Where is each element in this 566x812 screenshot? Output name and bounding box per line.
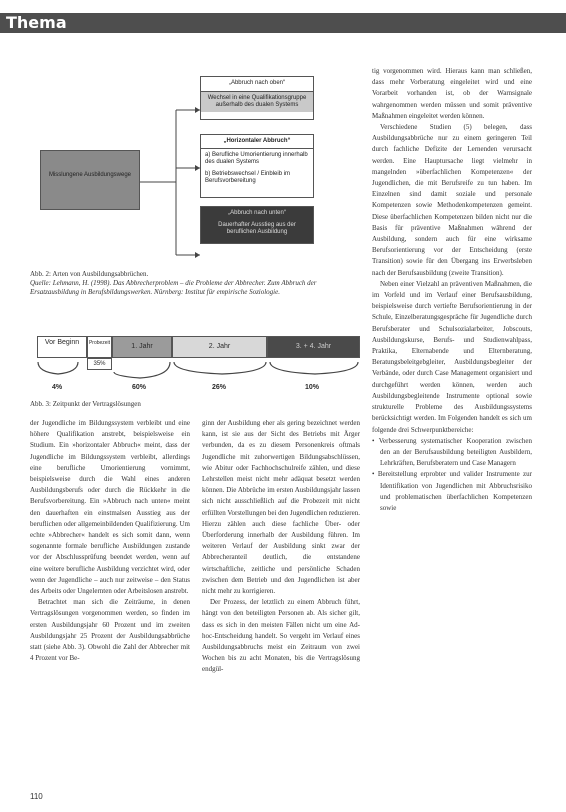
section-title: Thema xyxy=(6,13,67,32)
segment-label: 2. Jahr xyxy=(208,343,231,350)
figure-caption: Abb. 2: Arten von Ausbildungsabbrüchen. xyxy=(30,270,149,278)
box-title: „Abbruch nach unten“ xyxy=(228,210,286,216)
bullet-item: • Bereitstellung erprobter und valider Instrumente zur Identifikation von Jugendlichen mit Abbruchsrisiko und problematischen überfachlichen Kompetenzen sowie xyxy=(372,470,532,512)
paragraph: Verschiedene Studien (5) belegen, dass Ausbildungsabbrüche nur zu einem geringeren Teil durch fachliche Defizite der Lernenden verursacht werden. Eine Hauptursache liegt vielmehr in mangelnden »überfachlichen Kompetenzen« der Jugendlichen, die mit Berufsreife zu tun haben. Im Einzelnen sind damit soziale und personale Kompetenzen sowie Methodenkompetenzen gemeint. Diese überfachlichen Kompetenzen bilden nicht nur die Basis für präventive Maßnahmen während der Ausbildung, sondern auch für eine wirksame Berufsorientierung vor der Entscheidung (erste Transition) sowie für den Übergang ins Erwerbsleben nach der Berufsausbildung (zweite Transition). xyxy=(372,123,532,277)
box-abbruch-horizontal xyxy=(200,134,314,198)
pct-vor-beginn: 4% xyxy=(52,384,63,391)
box-misslungene-wege xyxy=(40,150,140,210)
box-abbruch-unten xyxy=(200,206,314,244)
bullet-text: Verbesserung systematischer Kooperation zwischen den an der Berufsausbildung beteiligten Ausbildern, Lehrkräften, Berufsberatern und Case Managern xyxy=(378,436,532,468)
box-label: Misslungene Ausbildungswege xyxy=(48,172,132,178)
timeline-braces xyxy=(30,358,370,384)
pct-jahr-3-4: 10% xyxy=(305,384,320,391)
paragraph: der Jugendliche im Bildungssystem verbleibt und eine höhere Qualifikation anstrebt, beispielsweise ein Studium. Ein »horizontaler Abbruch« meint, dass der Jugendliche im Bildungssystem verbleibt, allerdings eine berufliche Umorientierung vornimmt, beispielsweise durch die Wahl eines anderen Ausbildungsberufs oder durch die Rückkehr in die Berufsvorbereitung. Ein »Abbruch nach unten« meint den dauerhaften ein einstmalsen Ausstieg aus der beruflichen oder allgemeinbildenden Qualifizierung. Um echte »Abbrecher« handelt es sich somit dann, wenn sogenannte formale berufliche Ausbildungen zustande vor der Abschlussprüfung beendet werden, wenn auf eine weitere berufliche Ausbildung verzichtet wird, oder wenn der Jugendliche – auch nur zeitweise – den Status des Arbeits oder Ungelernten oder Arbeitslosen anstrebt. xyxy=(30,419,190,596)
paragraph: ginn der Ausbildung eher als gering bezeichnet werden kann, ist sie aus der Sicht des Betriebs mit Ärger verbunden, da es zu diesem Personenkreis oftmals Jugendliche mit zuhorwertigen Bildungsabschlüssen, wie Abitur oder Fachhochschulreife zählen, und diese Lehrstellen meist nicht mehr adäquat besetzt werden können. Die Abbrüche im ersten Ausbildungsjahr lassen sich nicht ausschließlich auf die Probezeit mit nicht erfüllten Vorstellungen bei den Jugendlichen reduzieren. Hierzu zählen auch diese fachliche Über- oder Überforderung innerhalb der Ausbildung führen. Im weiteren Verlauf der Ausbildung sinkt zwar der Abbrecheranteil deutlich, die entstandene wirtschaftliche, zeitliche und persönliche Schaden zwischen dem Betrieb und den Jugendlichen ist aber nicht mehr zu korrigieren. xyxy=(202,419,360,596)
pct-jahr-1: 60% xyxy=(132,384,147,391)
segment-jahr-2 xyxy=(172,336,267,358)
paragraph: tig vorgenommen wird. Hieraus kann man schließen, dass mehr Vorberatung eingeleitet wird und eine Vorarbeit vorhanden ist, ob der Warnsignale wahrgenommen werden müssen und somit präventive Maßnahmen eingeleitet werden können. xyxy=(372,67,532,120)
box-text: a) Berufliche Umorientierung innerhalb des dualen Systems xyxy=(205,152,308,165)
paragraph: Der Prozess, der letztlich zu einem Abbruch führt, hängt von den beteiligten Personen ab. Als sicher gilt, dass es sich in den meisten Fällen nicht um eine Ad-hoc-Entscheidung handelt. So vergeht im Verlauf eines Ausbildungsabbruchs meist ein Zeitraum von zwei Wochen bis zu acht Monaten, bis die Vertragslösung endgül- xyxy=(202,598,360,674)
pct-jahr-2: 26% xyxy=(212,384,227,391)
box-text: Dauerhafter Ausstieg aus der beruflichen Ausbildung xyxy=(218,222,296,235)
segment-label: Probezeit xyxy=(88,340,111,346)
segment-vor-beginn xyxy=(37,336,87,358)
segment-jahr-1 xyxy=(112,336,172,358)
figure3-caption: Abb. 3: Zeitpunkt der Vertragslösungen xyxy=(30,400,141,408)
segment-label: 3. + 4. Jahr xyxy=(295,343,332,350)
text-column-right xyxy=(372,66,532,788)
segment-label: Vor Beginn xyxy=(44,339,80,346)
figure-source: Quelle: Lehmann, H. (1998). Das Abbrecherproblem – die Probleme der Abbrecher. Zum Abbruch der Ersatzausbildung in Berufsbildungswerken. Nürnberg: Institut für empirische Soziologie. xyxy=(30,279,317,296)
box-title: „Horizontaler Abbruch“ xyxy=(201,135,313,149)
bullet-text: Bereitstellung erprobter und valider Instrumente zur Identifikation von Jugendlichen mit Abbruchsrisiko und problematischen überfachlichen Kompetenzen sowie xyxy=(377,470,532,512)
box-title: „Abbruch nach oben“ xyxy=(201,77,313,92)
paragraph: Neben einer Vielzahl an präventiven Maßnahmen, die im Vorfeld und im Verlauf einer Berufsausbildung, beispielsweise durch vertiefte Berufsorientierung in der Schule, Einzelberatungsgespräche für Jugendliche durch Berufsberater und Schulsozialarbeiter, Jobscouts, Ausbildungskurse, Berufs- und Studienwahlpass, Praktika, Elternabende und Elternberatung, Beratungsbeleitgebgleiter, Ausbildungsbegleiter der Verbände, oder durch Case Management organisiert und durchgeführt werden können, werden auch Ausbildungsbegleitende Instrumente optional sowie strukturelle Probleme des Ausbildungssystems berücksichtigt werden. Im Folgenden handelt es sich um folgende drei Schwerpunktbereiche: xyxy=(372,279,532,434)
segment-jahr-3-4 xyxy=(267,336,360,358)
page-number: 110 xyxy=(30,792,43,801)
paragraph: Betrachtet man sich die Zeiträume, in denen Vertragslösungen vorgenommen werden, so finden im ersten Ausbildungsjahr 60 Prozent und im zweiten Ausbildungsjahr 25 Prozent der Ausbildungsabbrüche statt (siehe Abb. 3). Obwohl die Zahl der Abbrecher mit 4 Prozent vor Be- xyxy=(30,598,190,663)
box-text: b) Betriebswechsel / Einbleib im Berufsvorbereitung xyxy=(205,171,291,184)
segment-probezeit xyxy=(87,336,112,358)
text-column-left xyxy=(30,418,190,788)
segment-label: 1. Jahr xyxy=(131,343,153,350)
text-column-middle xyxy=(202,418,360,788)
box-abbruch-oben xyxy=(200,76,314,120)
figure2-caption-block xyxy=(30,270,360,297)
segment-label: 35% xyxy=(93,361,106,367)
box-text: Wechsel in eine Qualifikationsgruppe außerhalb des dualen Systems xyxy=(201,92,313,112)
bullet-item: • Verbesserung systematischer Kooperation zwischen den an der Berufsausbildung beteiligten Ausbildern, Lehrkräften, Berufsberatern und Case Managern xyxy=(372,436,532,468)
